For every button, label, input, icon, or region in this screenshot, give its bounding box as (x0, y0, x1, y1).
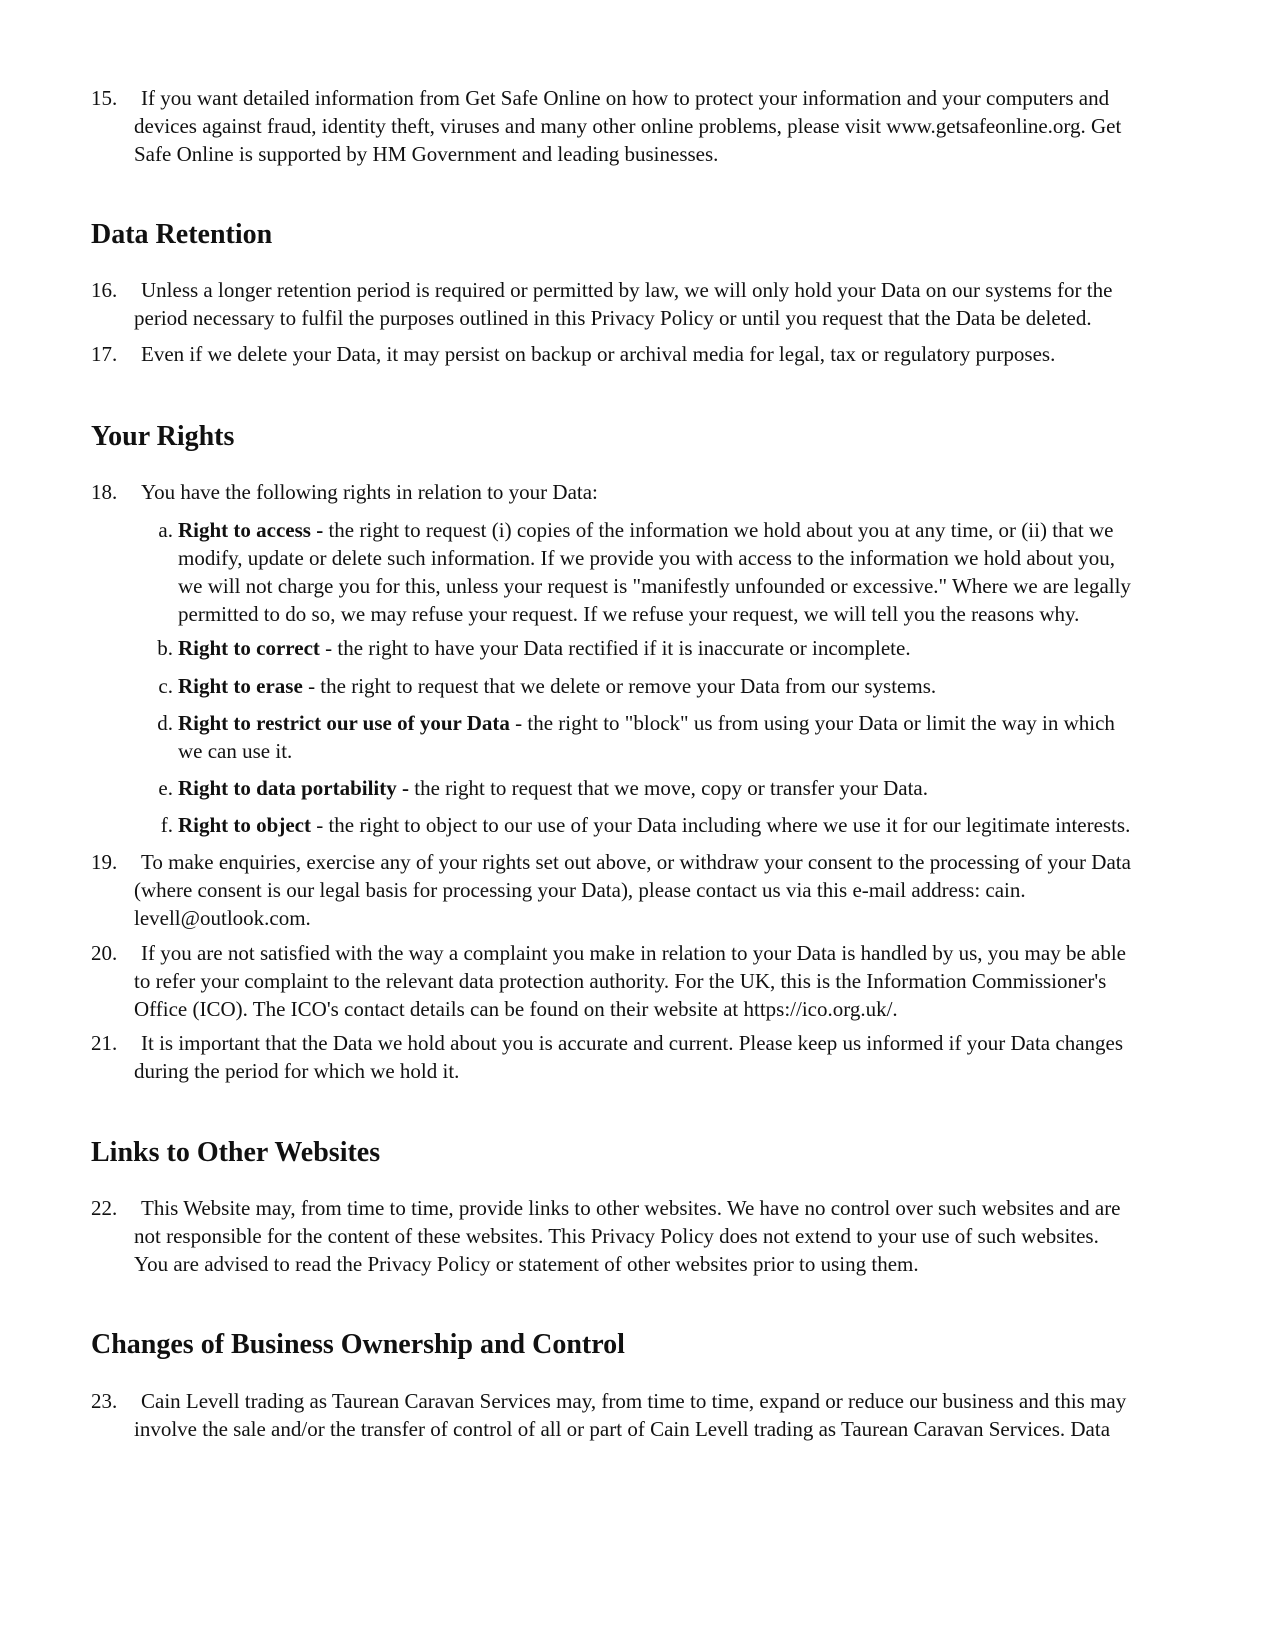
paragraph-line: Safe Online is supported by HM Government and leading businesses. (134, 142, 719, 166)
paragraph-line: Unless a longer retention period is required or permitted by law, we will only hold your Data on our systems for the (141, 278, 1113, 302)
paragraph-line: devices against fraud, identity theft, viruses and many other online problems, please visit www.getsafeonline.org. Get (134, 114, 1122, 138)
paragraph-21 (91, 1029, 1181, 1085)
paragraph-line: This Website may, from time to time, provide links to other websites. We have no control over such websites and are (141, 1196, 1121, 1220)
paragraph-line: You have the following rights in relation to your Data: (141, 480, 598, 504)
right-access (151, 516, 1181, 628)
right-description: the right to request that we move, copy or transfer your Data. (409, 776, 929, 800)
paragraph-line: not responsible for the content of these websites. This Privacy Policy does not extend to your use of such websites. (134, 1224, 1099, 1248)
list-letter: f. (160, 813, 173, 837)
right-description-line: we will not charge you for this, unless your request is "manifestly unfounded or excessive." Where we are legally (178, 574, 1131, 598)
right-title: Right to restrict our use of your Data (178, 711, 510, 735)
list-letter: a. (158, 518, 173, 542)
list-letter: b. (157, 636, 173, 660)
right-description: the right to request (i) copies of the information we hold about you at any time, or (ii) that we (323, 518, 1114, 542)
right-title: Right to correct (178, 636, 320, 660)
paragraph-line: to refer your complaint to the relevant data protection authority. For the UK, this is the Information Commissioner's (134, 969, 1107, 993)
right-erase (151, 672, 1181, 700)
paragraph-line: Office (ICO). The ICO's contact details can be found on their website at https://ico.org.uk/. (134, 997, 898, 1021)
paragraph-23 (91, 1387, 1181, 1443)
paragraph-line: (where consent is our legal basis for processing your Data), please contact us via this e-mail address: cain. (134, 878, 1026, 902)
right-restrict (151, 709, 1181, 765)
paragraph-number: 17. (91, 342, 118, 366)
right-description-line: we can use it. (178, 739, 293, 763)
paragraph-16 (91, 276, 1181, 332)
list-letter: e. (158, 776, 173, 800)
paragraph-19 (91, 848, 1181, 932)
paragraph-number: 19. (91, 850, 118, 874)
heading-changes-of-business-ownership: Changes of Business Ownership and Control (91, 1329, 625, 1360)
right-title: Right to object (178, 813, 311, 837)
right-title: Right to access - (178, 518, 324, 542)
paragraph-15 (91, 84, 1181, 168)
heading-links-to-other-websites: Links to Other Websites (91, 1137, 381, 1168)
paragraph-line: You are advised to read the Privacy Policy or statement of other websites prior to using them. (134, 1252, 919, 1276)
paragraph-line: To make enquiries, exercise any of your rights set out above, or withdraw your consent to the processing of your Data (141, 850, 1131, 874)
paragraph-line: period necessary to fulfil the purposes outlined in this Privacy Policy or until you request that the Data be deleted. (134, 306, 1092, 330)
right-title: Right to erase (178, 674, 303, 698)
right-description-line: permitted to do so, we may refuse your request. If we refuse your request, we will tell you the reasons why. (178, 602, 1080, 626)
right-description-line: modify, update or delete such information. If we provide you with access to the information we hold about you, (178, 546, 1115, 570)
paragraph-number: 20. (91, 941, 118, 965)
paragraph-line: If you are not satisfied with the way a complaint you make in relation to your Data is handled by us, you may be able (141, 941, 1126, 965)
paragraph-number: 23. (91, 1389, 118, 1413)
right-title: Right to data portability - (178, 776, 409, 800)
right-description: - the right to have your Data rectified if it is inaccurate or incomplete. (319, 636, 911, 660)
paragraph-20 (91, 939, 1181, 1023)
paragraph-line: involve the sale and/or the transfer of control of all or part of Cain Levell trading as Taurean Caravan Services. Data (134, 1417, 1111, 1441)
list-letter: d. (157, 711, 173, 735)
paragraph-number: 16. (91, 278, 118, 302)
right-object (151, 811, 1181, 839)
paragraph-number: 21. (91, 1031, 118, 1055)
paragraph-18 (91, 478, 1181, 506)
paragraph-line: during the period for which we hold it. (134, 1059, 460, 1083)
paragraph-line: levell@outlook.com. (134, 906, 311, 930)
paragraph-line: Cain Levell trading as Taurean Caravan Services may, from time to time, expand or reduce our business and this may (141, 1389, 1127, 1413)
paragraph-17 (91, 340, 1181, 368)
right-portability (151, 774, 1181, 802)
list-letter: c. (158, 674, 173, 698)
paragraph-line: Even if we delete your Data, it may persist on backup or archival media for legal, tax or regulatory purposes. (141, 342, 1056, 366)
paragraph-22 (91, 1194, 1181, 1278)
right-correct (151, 634, 1181, 662)
right-description: - the right to "block" us from using your Data or limit the way in which (509, 711, 1115, 735)
right-description: - the right to object to our use of your Data including where we use it for our legitimate interests. (310, 813, 1131, 837)
paragraph-number: 18. (91, 480, 118, 504)
heading-your-rights: Your Rights (91, 421, 235, 452)
paragraph-line: It is important that the Data we hold about you is accurate and current. Please keep us informed if your Data changes (141, 1031, 1124, 1055)
heading-data-retention: Data Retention (91, 219, 273, 250)
paragraph-line: If you want detailed information from Get Safe Online on how to protect your information and your computers and (141, 86, 1110, 110)
right-description: - the right to request that we delete or remove your Data from our systems. (302, 674, 937, 698)
paragraph-number: 15. (91, 86, 118, 110)
paragraph-number: 22. (91, 1196, 118, 1220)
